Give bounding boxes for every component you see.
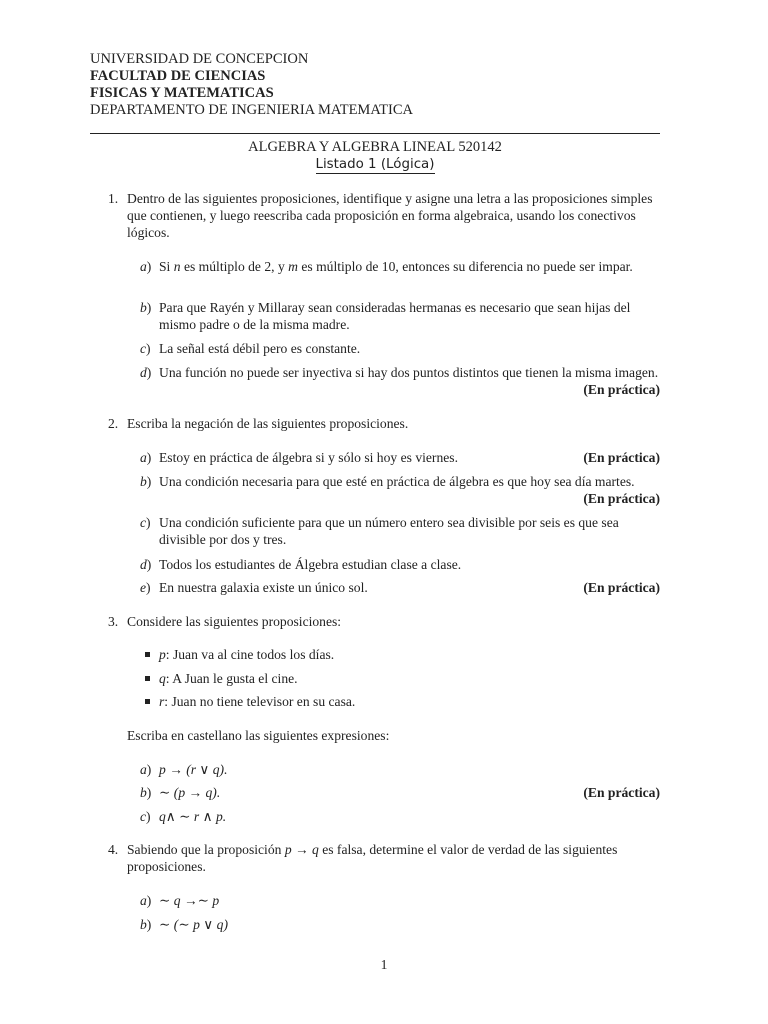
proposition-p [145,646,645,663]
q4-item-a: a) ∼ q →∼ p [140,893,220,908]
proposition-text: : Juan va al cine todos los días. [165,647,335,662]
variable: q [159,671,166,686]
item-label: b [140,785,147,800]
item-text: Una condición necesaria para que esté en práctica de álgebra es que hoy sea día martes. [159,474,635,489]
practice-tag: (En práctica) [583,580,660,595]
item-label: a [140,762,147,777]
question-4 [108,841,660,875]
item-label: a [140,259,147,274]
item-text: La señal está débil pero es constante. [159,341,361,356]
item-label: c [140,515,147,530]
listado-title: Listado 1 (Lógica) [315,157,435,172]
q2-item-c: c) Una condición suficiente para que un número entero sea divisible por seis es que sea divisible por dos y tres. [140,514,660,548]
q1-item-d: d) Una función no puede ser inyectiva si hay dos puntos distintos que tienen la misma imagen. (En práctica) [140,365,660,397]
q2-item-b: b) Una condición necesaria para que esté en práctica de álgebra es que hoy sea día martes. (En práctica) [140,474,660,506]
question-text: Dentro de las siguientes proposiciones, identifique y asigne una letra a las proposiciones simples que contienen, y luego reescriba cada proposición en forma algebraica, usando los conectivos lógicos. [127,191,653,240]
q3-item-a: a) p → (r ∨ q). [140,762,228,777]
faculty-name-cont: FISICAS Y MATEMATICAS [90,85,274,101]
department-name: DEPARTAMENTO DE INGENIERIA MATEMATICA [90,102,414,118]
item-label: d [140,365,147,380]
question-text: Sabiendo que la proposición p → q es falsa, determine el valor de verdad de las siguientes proposiciones. [127,842,618,874]
q3-item-b: b) ∼ (p → q). (En práctica) [140,785,660,800]
practice-tag: (En práctica) [583,785,660,800]
practice-tag: (En práctica) [583,450,660,465]
institution-header [90,51,413,119]
math-expression: ∼ q →∼ p [159,893,220,908]
question-number: 3. [108,614,119,629]
item-text: En nuestra galaxia existe un único sol. [159,580,368,595]
proposition-text: : Juan no tiene televisor en su casa. [164,694,356,709]
item-label: a [140,450,147,465]
item-text: Una condición suficiente para que un número entero sea divisible por seis es que sea divisible por dos y tres. [159,515,619,547]
question-3 [108,613,660,630]
q2-item-d: d) Todos los estudiantes de Álgebra estudian clase a clase. [140,556,660,573]
q1-item-b: b) Para que Rayén y Millaray sean consideradas hermanas es necesario que sean hijas del mismo padre o de la misma madre. [140,299,660,333]
faculty-name: FACULTAD DE CIENCIAS [90,68,266,84]
item-text: Una función no puede ser inyectiva si hay dos puntos distintos que tienen la misma imagen. [159,365,659,380]
item-label: a [140,893,147,908]
q2-item-a: a) Estoy en práctica de álgebra si y sólo si hoy es viernes. (En práctica) [140,450,660,465]
question-number: 4. [108,842,119,857]
item-label: d [140,557,147,572]
math-expression: ∼ (p → q). [159,785,221,800]
proposition-r [145,693,645,710]
q3-instruction: Escriba en castellano las siguientes expresiones: [127,728,390,743]
variable: p [159,647,166,662]
university-name: UNIVERSIDAD DE CONCEPCION [90,51,309,67]
item-text: Todos los estudiantes de Álgebra estudian clase a clase. [159,557,462,572]
item-label: b [140,474,147,489]
bullet-icon [145,676,150,681]
bullet-icon [145,699,150,704]
question-text: Considere las siguientes proposiciones: [127,614,342,629]
question-number: 1. [108,191,119,206]
course-title: ALGEBRA Y ALGEBRA LINEAL 520142 [248,139,502,155]
item-text: Si n es múltiplo de 2, y m es múltiplo de 10, entonces su diferencia no puede ser impar. [159,259,633,274]
q1-item-a: a) Si n es múltiplo de 2, y m es múltiplo de 10, entonces su diferencia no puede ser impar. [140,258,660,275]
math-expression: q∧ ∼ r ∧ p. [159,809,227,824]
variable: r [159,694,165,709]
header-rule [90,133,660,134]
math-expression: p → (r ∨ q). [159,762,228,777]
bullet-icon [145,652,150,657]
question-number: 2. [108,416,119,431]
item-label: b [140,300,147,315]
proposition-q [145,670,645,687]
question-text: Escriba la negación de las siguientes proposiciones. [127,416,409,431]
question-1 [108,190,660,241]
question-2 [108,415,660,432]
q1-item-c: c) La señal está débil pero es constante. [140,340,660,357]
q4-item-b: b) ∼ (∼ p ∨ q) [140,917,228,932]
page-number: 1 [380,957,388,972]
item-label: b [140,917,147,932]
math-expression: ∼ (∼ p ∨ q) [159,917,228,932]
item-label: c [140,809,147,824]
item-label: c [140,341,147,356]
item-label: e [140,580,147,595]
q3-item-c: c) q∧ ∼ r ∧ p. [140,809,227,824]
practice-tag: (En práctica) [583,491,660,506]
practice-tag: (En práctica) [583,382,660,397]
item-text: Estoy en práctica de álgebra si y sólo si hoy es viernes. [159,450,458,465]
q2-item-e: e) En nuestra galaxia existe un único sol. (En práctica) [140,580,660,595]
proposition-text: : A Juan le gusta el cine. [165,671,298,686]
item-text: Para que Rayén y Millaray sean consideradas hermanas es necesario que sean hijas del mismo padre o de la misma madre. [159,300,631,332]
